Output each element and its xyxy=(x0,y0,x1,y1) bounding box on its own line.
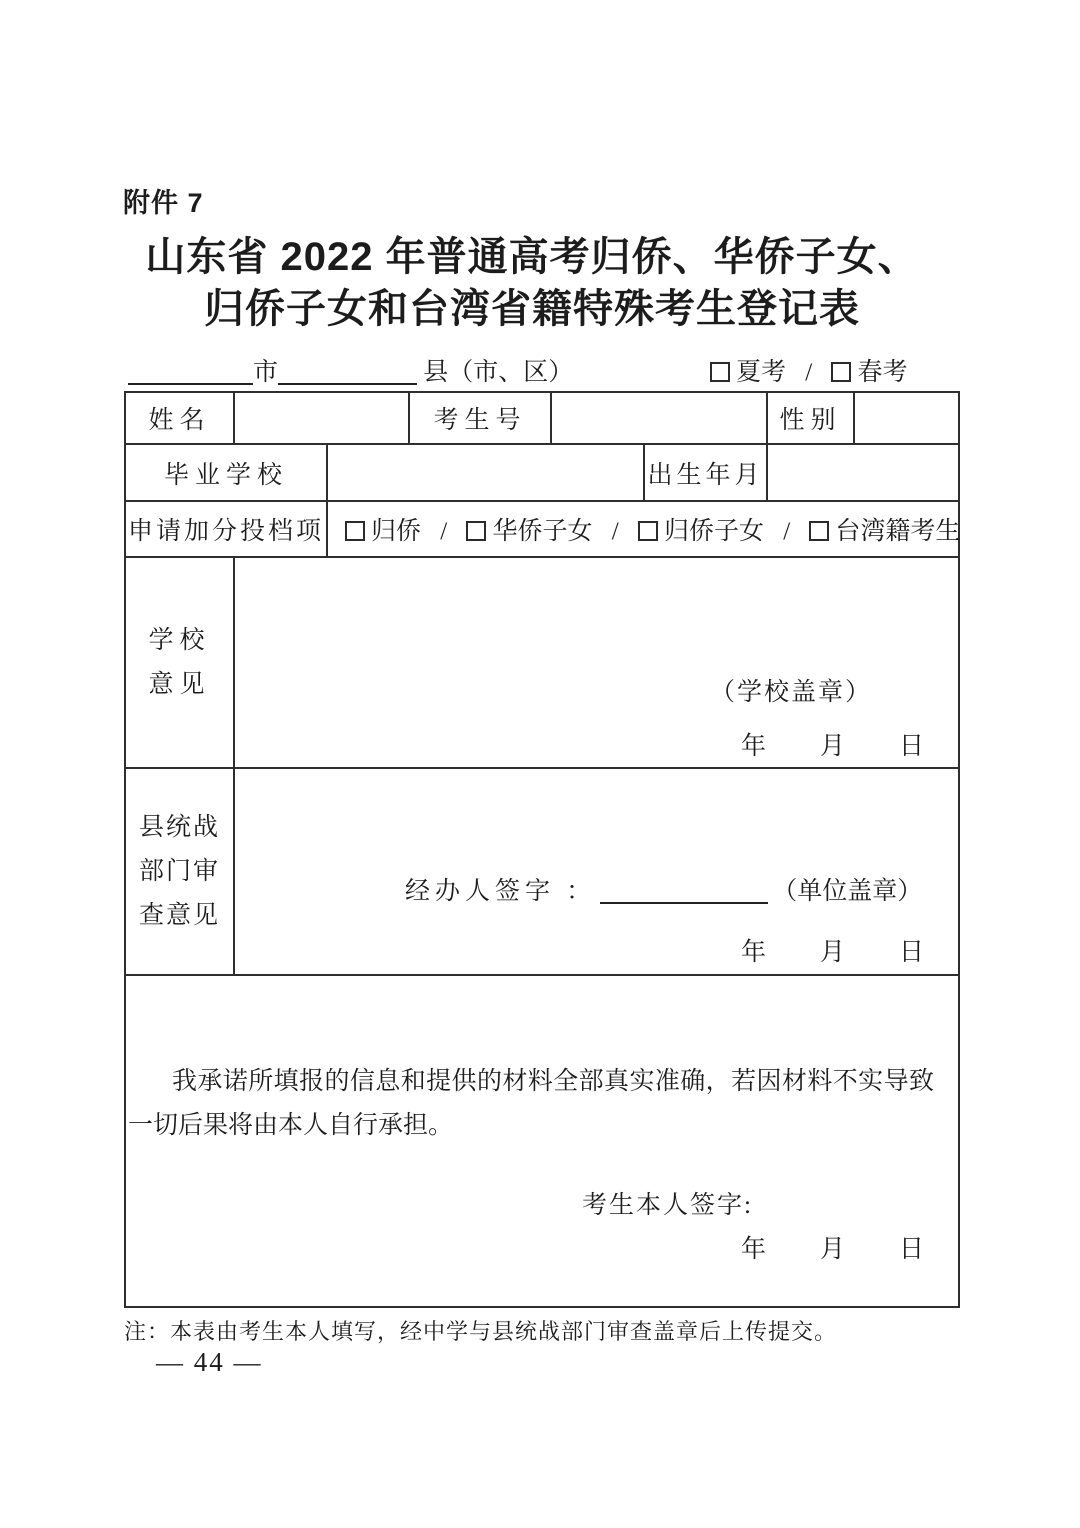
county-label: 县（市、区） xyxy=(423,359,574,386)
table-row xyxy=(125,557,959,768)
gender-label-cell: 性别 xyxy=(767,392,854,444)
unit-seal-note: （单位盖章） xyxy=(772,878,923,905)
year-label: 年 xyxy=(740,733,766,760)
name-label-cell: 姓名 xyxy=(125,392,234,444)
exam-option-summer[interactable] xyxy=(710,359,786,386)
county-review-label-line: 县统战 xyxy=(138,813,220,841)
bonus-item-label-cell: 申请加分投档项 xyxy=(125,501,327,557)
option-separator: / xyxy=(440,518,448,545)
checkbox-taiwan-candidate-icon[interactable] xyxy=(809,521,829,541)
option-label: 归侨 xyxy=(371,518,422,545)
school-seal-note: （学校盖章） xyxy=(710,679,873,706)
table-row xyxy=(125,501,959,557)
exam-separator: / xyxy=(805,359,813,386)
checkbox-overseas-children-icon[interactable] xyxy=(466,521,486,541)
school-opinion-label-line: 学校 xyxy=(148,626,211,654)
table-row xyxy=(125,768,959,975)
option-label: 台湾籍考生 xyxy=(835,518,961,545)
gender-value-cell[interactable] xyxy=(854,392,959,444)
county-review-label-line: 部门审 xyxy=(138,857,220,885)
school-opinion-content-cell[interactable] xyxy=(234,557,959,768)
attachment-label: 附件 7 xyxy=(123,188,204,218)
birth-value-cell[interactable] xyxy=(767,444,959,501)
handler-signature-blank[interactable] xyxy=(600,878,768,904)
month-label: 月 xyxy=(819,733,845,760)
option-taiwan-candidate[interactable] xyxy=(809,518,960,545)
bonus-options-cell xyxy=(327,501,959,557)
form-title-line1: 山东省 2022 年普通高考归侨、华侨子女、 xyxy=(145,235,919,279)
name-value-cell[interactable] xyxy=(234,392,409,444)
option-returned-children[interactable] xyxy=(638,518,764,545)
option-label: 归侨子女 xyxy=(663,518,764,545)
county-review-label-line: 查意见 xyxy=(138,901,220,929)
year-label: 年 xyxy=(740,1236,766,1263)
county-review-content-cell[interactable] xyxy=(234,768,959,975)
option-separator: / xyxy=(611,518,619,545)
footnote: 注：本表由考生本人填写，经中学与县统战部门审查盖章后上传提交。 xyxy=(124,1319,838,1344)
city-blank-field[interactable] xyxy=(128,359,253,385)
checkbox-spring-exam-icon[interactable] xyxy=(831,362,851,382)
checkbox-returned-overseas-icon[interactable] xyxy=(345,521,365,541)
candidate-no-label-cell: 考生号 xyxy=(409,392,551,444)
candidate-signature-label[interactable]: 考生本人签字: xyxy=(582,1192,753,1219)
table-row xyxy=(125,392,959,444)
city-label: 市 xyxy=(253,359,279,386)
table-row xyxy=(125,975,959,1307)
option-overseas-children[interactable] xyxy=(466,518,592,545)
pledge-dateline xyxy=(126,1229,958,1265)
pledge-text: 我承诺所填报的信息和提供的材料全部真实准确，若因材料不实导致一切后果将由本人自行承担。 xyxy=(128,1068,934,1139)
option-separator: / xyxy=(783,518,791,545)
day-label: 日 xyxy=(898,939,924,966)
school-opinion-label-line: 意见 xyxy=(148,670,211,698)
summer-exam-label: 夏考 xyxy=(736,359,787,386)
exam-option-spring[interactable] xyxy=(831,359,907,386)
county-blank-field[interactable] xyxy=(278,359,417,385)
location-exam-line xyxy=(128,352,958,388)
handler-signature-label: 经办人签字 ： xyxy=(405,878,597,905)
pledge-cell xyxy=(125,975,959,1307)
form-title-line2: 归侨子女和台湾省籍特殊考生登记表 xyxy=(204,287,860,331)
month-label: 月 xyxy=(819,939,845,966)
county-review-label-cell xyxy=(125,768,234,975)
day-label: 日 xyxy=(898,733,924,760)
page-number: — 44 — xyxy=(156,1347,263,1377)
table-row xyxy=(125,444,959,501)
school-opinion-label-cell xyxy=(125,557,234,768)
checkbox-returned-children-icon[interactable] xyxy=(638,521,658,541)
form-title xyxy=(0,231,1064,335)
registration-table xyxy=(124,391,960,1308)
option-returned-overseas[interactable] xyxy=(345,518,421,545)
checkbox-summer-exam-icon[interactable] xyxy=(710,362,730,382)
handler-signature-line xyxy=(405,871,922,907)
school-label-cell: 毕业学校 xyxy=(125,444,327,501)
candidate-no-value-cell[interactable] xyxy=(551,392,767,444)
day-label: 日 xyxy=(898,1236,924,1263)
month-label: 月 xyxy=(819,1236,845,1263)
year-label: 年 xyxy=(740,939,766,966)
county-review-dateline xyxy=(235,932,958,968)
school-opinion-dateline xyxy=(235,726,958,762)
exam-type-group xyxy=(710,352,907,388)
birth-label-cell: 出生年月 xyxy=(644,444,767,501)
school-value-cell[interactable] xyxy=(327,444,644,501)
spring-exam-label: 春考 xyxy=(857,359,908,386)
option-label: 华侨子女 xyxy=(492,518,593,545)
